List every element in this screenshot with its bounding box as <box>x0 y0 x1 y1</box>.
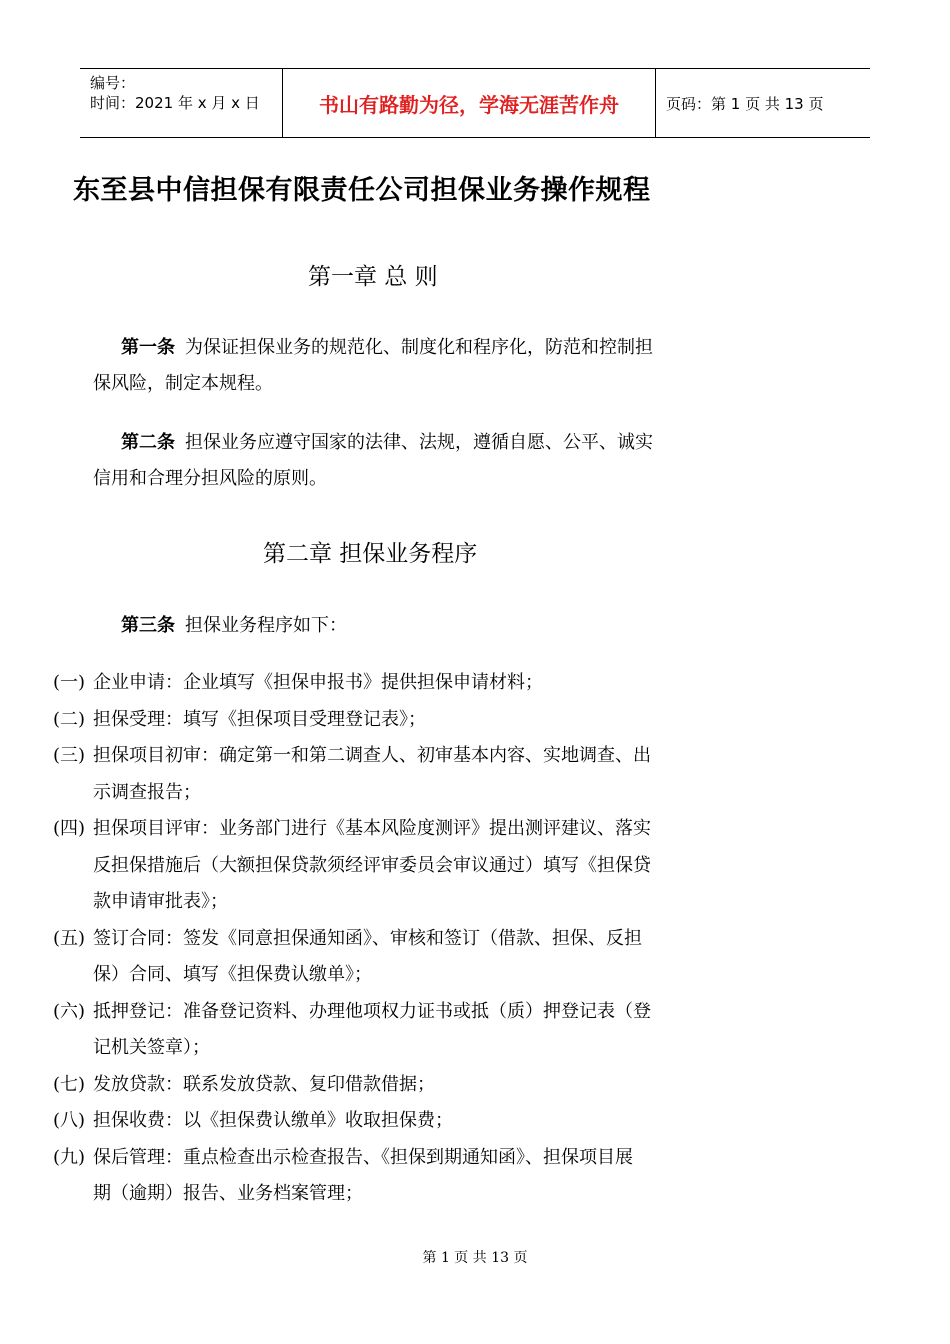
article-2-label: 第二条 <box>121 432 175 453</box>
article-3-label: 第三条 <box>121 615 175 636</box>
step-number: (七) <box>53 1073 86 1095</box>
chapter-2-heading: 第二章 担保业务程序 <box>263 541 478 567</box>
step-text <box>93 1140 693 1213</box>
step-line: 企业申请：企业填写《担保申报书》提供担保申请材料； <box>93 672 543 693</box>
step-number: (八) <box>53 1110 86 1131</box>
step-line: 记机关签章）； <box>93 1037 210 1058</box>
step-line: 抵押登记：准备登记资料、办理他项权力证书或抵（质）押登记表（登 <box>93 1000 651 1022</box>
step-line: 款申请审批表》； <box>93 891 228 912</box>
step-text <box>93 1067 693 1104</box>
article-1-label: 第一条 <box>121 337 175 358</box>
header-page-info: 页码：第 1 页 共 13 页 <box>666 94 824 113</box>
step-text <box>93 1103 693 1140</box>
procedure-step <box>53 994 693 1067</box>
procedure-steps-list <box>53 665 693 1213</box>
article-3 <box>121 608 721 644</box>
step-line: 期（逾期）报告、业务档案管理； <box>93 1183 363 1204</box>
step-text <box>93 665 693 702</box>
chapter-1-heading: 第一章 总 则 <box>308 264 438 290</box>
step-line: 示调查报告； <box>93 781 201 803</box>
step-number: (九) <box>53 1146 86 1168</box>
procedure-step <box>53 665 693 702</box>
step-line: 担保受理：填写《担保项目受理登记表》； <box>93 708 426 730</box>
serial-label: 编号： <box>90 74 136 92</box>
article-1 <box>93 330 693 402</box>
procedure-step <box>53 1140 693 1213</box>
procedure-step <box>53 738 693 811</box>
procedure-step <box>53 1067 693 1104</box>
step-text <box>93 811 693 921</box>
step-number: (六) <box>53 1000 86 1022</box>
page-header <box>80 68 870 138</box>
header-motto: 书山有路勤为径，学海无涯苦作舟 <box>282 69 656 137</box>
step-line: 发放贷款：联系发放贷款、复印借款借据； <box>93 1073 435 1095</box>
step-number: (三) <box>53 745 86 766</box>
header-meta <box>80 69 282 137</box>
step-number: (五) <box>53 927 86 949</box>
step-text <box>93 994 693 1067</box>
step-line: 保）合同、填写《担保费认缴单》； <box>93 964 372 985</box>
step-number: (一) <box>53 672 86 693</box>
step-line: 签订合同：签发《同意担保通知函》、审核和签订（借款、担保、反担 <box>93 927 642 949</box>
article-2 <box>93 425 693 497</box>
step-line: 反担保措施后（大额担保贷款须经评审委员会审议通过）填写《担保贷 <box>93 854 651 876</box>
step-line: 保后管理：重点检查出示检查报告、《担保到期通知函》、担保项目展 <box>93 1146 633 1168</box>
step-number: (二) <box>53 708 86 730</box>
article-2-line-1: 担保业务应遵守国家的法律、法规，遵循自愿、公平、诚实 <box>185 432 653 453</box>
step-text <box>93 738 693 811</box>
step-text <box>93 702 693 739</box>
procedure-step <box>53 1103 693 1140</box>
document-title: 东至县中信担保有限责任公司担保业务操作规程 <box>73 175 651 206</box>
step-text <box>93 921 693 994</box>
article-3-text: 担保业务程序如下： <box>185 615 347 636</box>
page-footer: 第 1 页 共 13 页 <box>422 1250 528 1266</box>
article-1-line-2: 保风险，制定本规程。 <box>93 373 273 394</box>
step-line: 担保项目初审：确定第一和第二调查人、初审基本内容、实地调查、出 <box>93 745 651 766</box>
procedure-step <box>53 921 693 994</box>
step-number: (四) <box>53 818 86 839</box>
time-label: 时间：2021 年 x 月 x 日 <box>90 94 260 112</box>
article-1-line-1: 为保证担保业务的规范化、制度化和程序化，防范和控制担 <box>185 337 653 358</box>
step-line: 担保项目评审：业务部门进行《基本风险度测评》提出测评建议、落实 <box>93 818 651 839</box>
procedure-step <box>53 702 693 739</box>
procedure-step <box>53 811 693 921</box>
step-line: 担保收费：以《担保费认缴单》收取担保费； <box>93 1110 453 1131</box>
article-2-line-2: 信用和合理分担风险的原则。 <box>93 468 327 489</box>
